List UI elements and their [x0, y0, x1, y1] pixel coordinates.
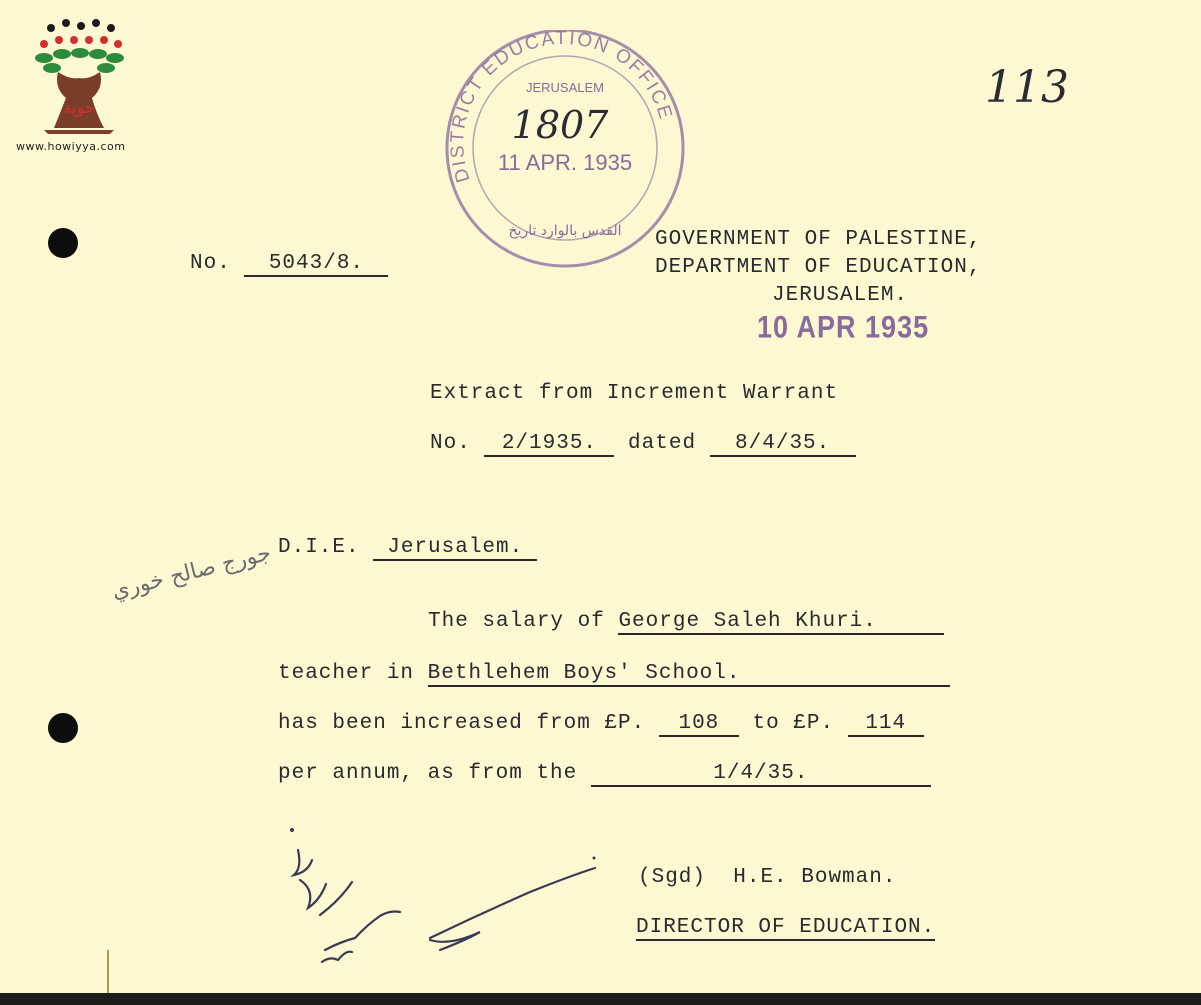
- dated-label: dated: [628, 432, 697, 455]
- district-office-stamp: [440, 30, 690, 270]
- handwritten-marks: [280, 820, 610, 980]
- signatory-title: DIRECTOR OF EDUCATION.: [636, 916, 936, 939]
- header-line-1: GOVERNMENT OF PALESTINE,: [655, 228, 982, 251]
- page-number: 113: [985, 62, 1069, 113]
- sgd-label: (Sgd): [638, 866, 707, 889]
- signature-line: [638, 866, 896, 889]
- salary-label: The salary of: [428, 610, 605, 633]
- extract-title: Extract from Increment Warrant: [430, 382, 839, 405]
- warrant-no-label: No.: [430, 432, 471, 455]
- body-line-1: [428, 610, 944, 635]
- logo-url: www.howiyya.com: [16, 140, 126, 153]
- stamp-arabic: القدس بالوارد تاريخ: [508, 223, 622, 239]
- header-line-3: JERUSALEM.: [772, 284, 909, 307]
- margin-line: [107, 950, 109, 995]
- received-date-stamp: 10 APR 1935: [757, 309, 930, 345]
- warrant-no-value: 2/1935.: [484, 432, 614, 457]
- arabic-margin-note: جورج صالح خوري: [109, 540, 274, 605]
- teacher-label: teacher in: [278, 662, 415, 685]
- stamp-number: 1807: [511, 103, 609, 147]
- increase-label: has been increased from £P.: [278, 712, 646, 735]
- stamp-date: 11 APR. 1935: [497, 150, 633, 175]
- punch-hole-top: [48, 228, 78, 258]
- addressee-label: D.I.E.: [278, 536, 360, 559]
- howiyya-logo: [14, 18, 144, 158]
- effective-date: 1/4/35.: [591, 762, 931, 787]
- employee-name: George Saleh Khuri.: [618, 610, 944, 635]
- warrant-line: [430, 432, 856, 457]
- dated-value: 8/4/35.: [710, 432, 856, 457]
- reference-value: 5043/8.: [244, 252, 388, 277]
- reference-label: No.: [190, 252, 231, 275]
- addressee-line: [278, 536, 537, 561]
- addressee-value: Jerusalem.: [373, 536, 537, 561]
- body-line-3: [278, 712, 924, 737]
- body-line-2: [278, 662, 950, 687]
- signatory-name: H.E. Bowman.: [733, 866, 897, 889]
- stamp-city: JERUSALEM: [525, 80, 605, 95]
- header-line-2: DEPARTMENT OF EDUCATION,: [655, 256, 982, 279]
- to-amount: 114: [848, 712, 924, 737]
- scan-bottom-edge: [0, 993, 1201, 1005]
- punch-hole-bottom: [48, 713, 78, 743]
- school-name: Bethlehem Boys' School.: [428, 662, 950, 687]
- per-annum-label: per annum, as from the: [278, 762, 578, 785]
- signatory-title-line: [636, 916, 935, 941]
- from-amount: 108: [659, 712, 739, 737]
- to-label: to £P.: [752, 712, 835, 735]
- reference-line: [190, 252, 388, 277]
- body-line-4: [278, 762, 931, 787]
- logo-arabic-text: حوية: [63, 98, 95, 117]
- stamp-ring-text: DISTRICT EDUCATION OFFICE: [447, 30, 677, 185]
